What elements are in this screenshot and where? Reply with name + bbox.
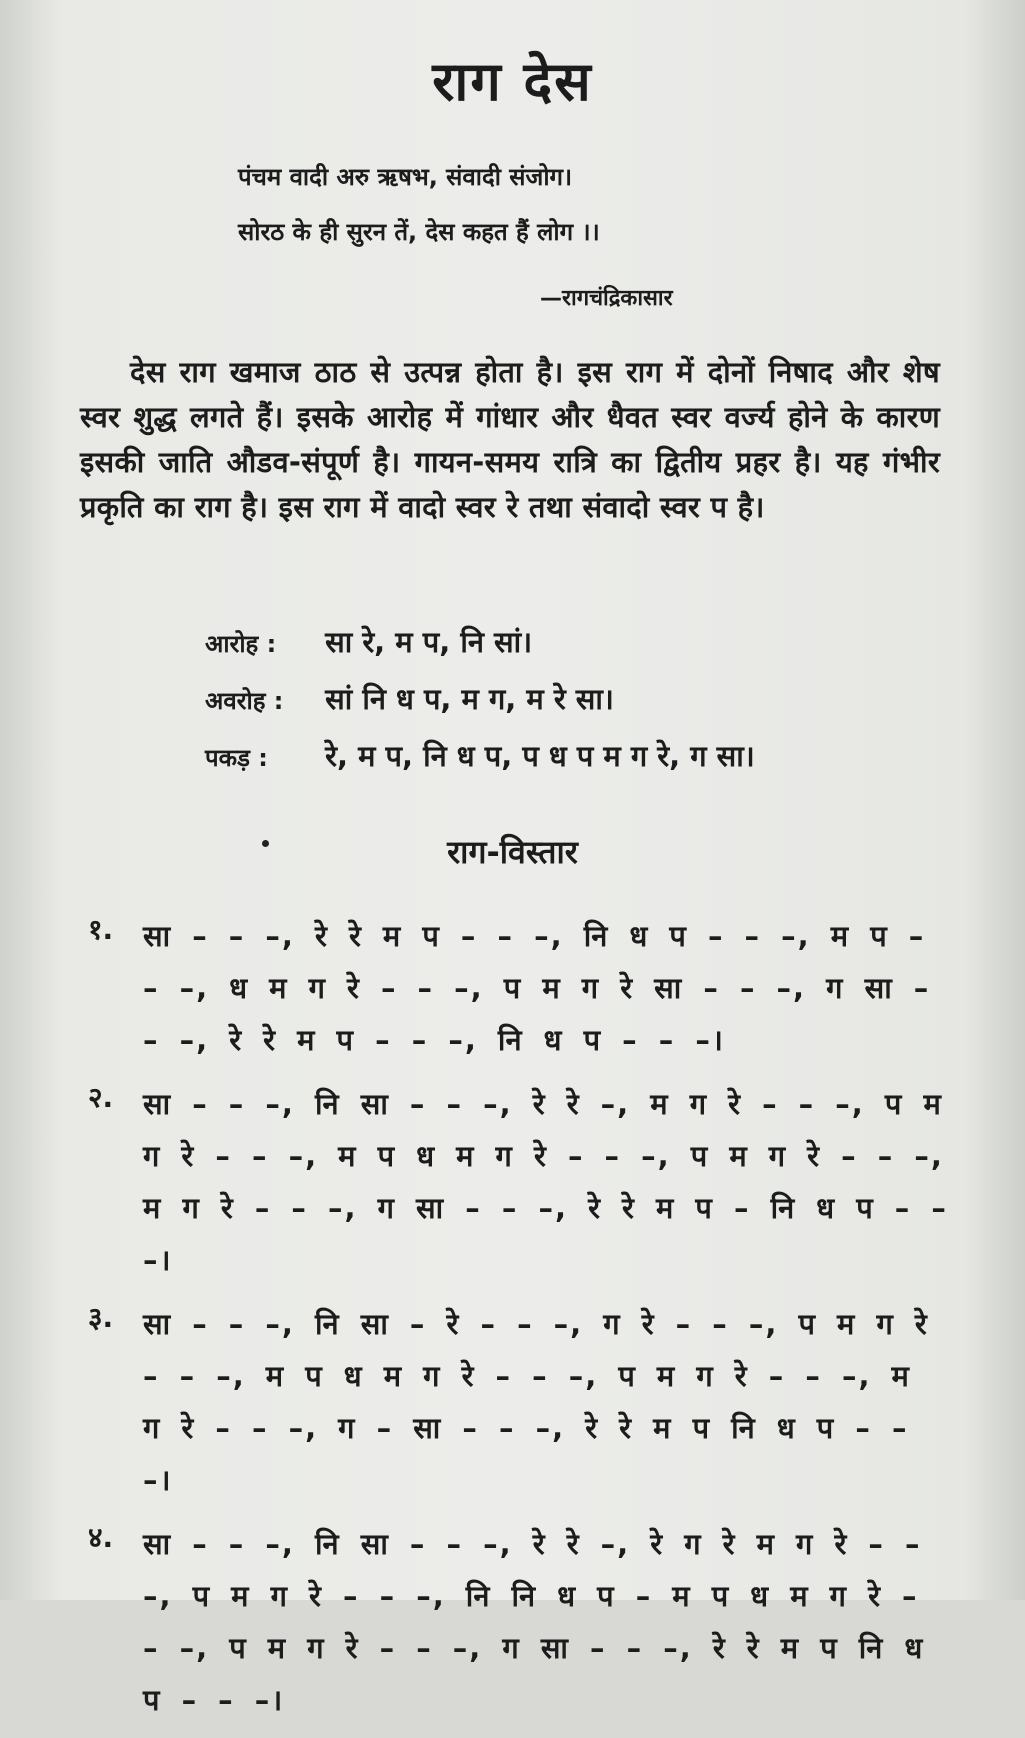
raga-definitions bbox=[205, 622, 755, 793]
pakad-row bbox=[205, 736, 755, 793]
avaroha-value: सां नि ध प, म ग, म रे सा। bbox=[325, 682, 614, 716]
item-number: २. bbox=[88, 1081, 114, 1114]
list-item bbox=[88, 1518, 948, 1726]
item-number: ४. bbox=[88, 1521, 114, 1554]
list-item bbox=[88, 910, 948, 1066]
avaroha-row bbox=[205, 679, 755, 736]
section-heading: राग-विस्तार bbox=[447, 833, 578, 871]
item-text: सा – – –, नि सा – रे – – –, ग रे – – –, प म ग रे – – –, म प ध म ग रे – – –, प म ग रे – – –, म ग रे – – –, ग – सा – – –, रे रे म प नि ध प – – –। bbox=[143, 1307, 929, 1497]
couplet-line-2: सोरठ के ही सुरन तें, देस कहत हैं लोग ।। bbox=[238, 218, 600, 246]
intro-paragraph: देस राग खमाज ठाठ से उत्पन्न होता है। इस राग में दोनों निषाद और शेष स्वर शुद्ध लगते हैं। इसके आरोह में गांधार और धैवत स्वर वर्ज्य होने के कारण इसकी जाति औडव-संपूर्ण है। गायन-समय रात्रि का द्वितीय प्रहर है। यह गंभीर प्रकृति का राग है। इस राग में वादो स्वर रे तथा संवादो स्वर प है। bbox=[80, 355, 940, 524]
couplet-source: —रागचंद्रिकासार bbox=[540, 286, 673, 311]
item-number: ३. bbox=[88, 1301, 114, 1334]
avaroha-label: अवरोह : bbox=[205, 687, 284, 715]
aroha-label: आरोह : bbox=[205, 630, 277, 658]
list-item bbox=[88, 1298, 948, 1506]
item-text: सा – – –, नि सा – – –, रे रे –, रे ग रे म ग रे – – –, प म ग रे – – –, नि नि ध प – म प ध म ग रे – – –, प म ग रे – – –, ग सा – – –, रे रे म प नि ध प – – –। bbox=[143, 1527, 925, 1717]
alaap-list bbox=[88, 910, 948, 1738]
page-title: राग देस bbox=[432, 50, 593, 113]
item-text: सा – – –, रे रे म प – – –, नि ध प – – –, म प – – –, ध म ग रे – – –, प म ग रे सा – – –, ग सा – – –, रे रे म प – – –, नि ध प – – –। bbox=[143, 919, 931, 1057]
couplet-line-1: पंचम वादी अरु ऋषभ, संवादी संजोग। bbox=[238, 163, 573, 191]
pakad-label: पकड़ : bbox=[205, 744, 268, 772]
item-number: १. bbox=[88, 913, 114, 946]
list-item bbox=[88, 1078, 948, 1286]
aroha-value: सा रे, म प, नि सां। bbox=[325, 625, 533, 659]
item-text: सा – – –, नि सा – – –, रे रे –, म ग रे – – –, प म ग रे – – –, म प ध म ग रे – – –, प म ग रे – – –, म ग रे – – –, ग सा – – –, रे रे म प – नि ध प – – –। bbox=[143, 1087, 948, 1277]
pakad-value: रे, म प, नि ध प, प ध प म ग रे, ग सा। bbox=[325, 739, 755, 773]
aroha-row bbox=[205, 622, 755, 679]
